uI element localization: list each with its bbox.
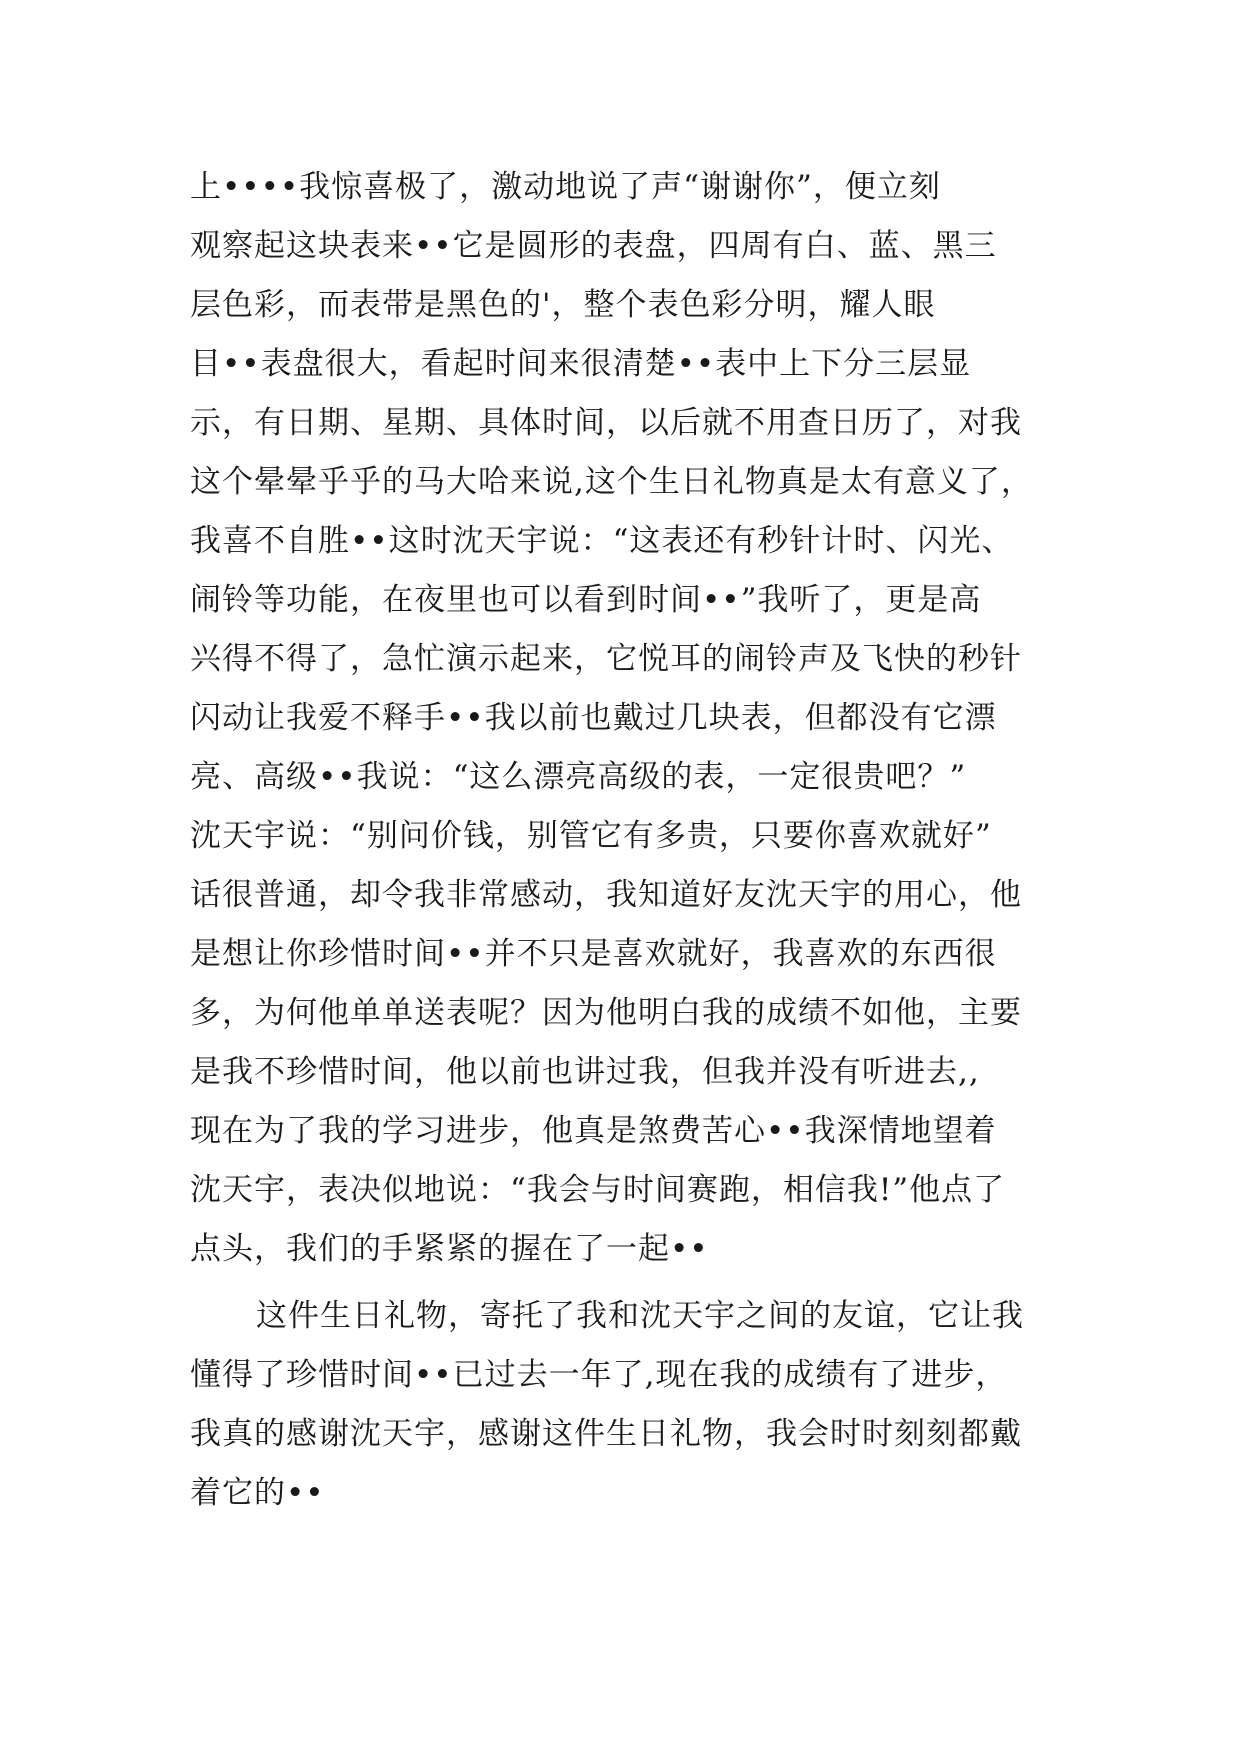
text-line: 闪动让我爱不释手••我以前也戴过几块表，但都没有它漂 [190,700,997,736]
text-line: 兴得不得了，急忙演示起来，它悦耳的闹铃声及飞快的秒针 [190,641,1022,677]
text-line: 沈天宇说：“别问价钱，别管它有多贵，只要你喜欢就好” [190,818,992,854]
text-line: 示，有日期、星期、具体时间，以后就不用查日历了，对我 [190,405,1022,441]
text-line: 沈天宇，表决似地说：“我会与时间赛跑，相信我!”他点了 [190,1172,1006,1208]
text-line: 观察起这块表来••它是圆形的表盘，四周有白、蓝、黑三 [190,228,997,264]
text-line: 懂得了珍惜时间••已过去一年了,现在我的成绩有了进步， [190,1357,1008,1393]
text-line: 是我不珍惜时间，他以前也讲过我，但我并没有听进去,, [190,1054,980,1090]
paragraph-1 [190,158,1070,1279]
text-line: 着它的•• [190,1475,325,1511]
document-body [190,158,1070,1523]
text-line: 层色彩，而表带是黑色的'，整个表色彩分明，耀人眼 [190,287,936,323]
paragraph-2 [190,1287,1070,1523]
text-line: 闹铃等功能，在夜里也可以看到时间••”我听了，更是高 [190,582,982,618]
paragraph-gap [190,1279,1070,1287]
text-line: 亮、高级••我说：“这么漂亮高级的表，一定很贵吧？” [190,759,967,795]
text-line: 我真的感谢沈天宇，感谢这件生日礼物，我会时时刻刻都戴 [190,1416,1022,1452]
text-line: 现在为了我的学习进步，他真是煞费苦心••我深情地望着 [190,1113,997,1149]
text-line: 上••••我惊喜极了，激动地说了声“谢谢你”，便立刻 [190,169,941,205]
text-line: 这件生日礼物，寄托了我和沈天宇之间的友谊，它让我 [256,1298,1024,1334]
text-line: 目••表盘很大，看起时间来很清楚••表中上下分三层显 [190,346,972,382]
text-line: 我喜不自胜••这时沈天宇说：“这表还有秒针计时、闪光、 [190,523,1014,559]
text-line: 多，为何他单单送表呢？因为他明白我的成绩不如他，主要 [190,995,1022,1031]
text-line: 这个晕晕乎乎的马大哈来说,这个生日礼物真是太有意义了， [190,464,1033,500]
text-line: 点头，我们的手紧紧的握在了一起•• [190,1231,709,1267]
text-line: 话很普通，却令我非常感动，我知道好友沈天宇的用心，他 [190,877,1022,913]
text-line: 是想让你珍惜时间••并不只是喜欢就好，我喜欢的东西很 [190,936,997,972]
